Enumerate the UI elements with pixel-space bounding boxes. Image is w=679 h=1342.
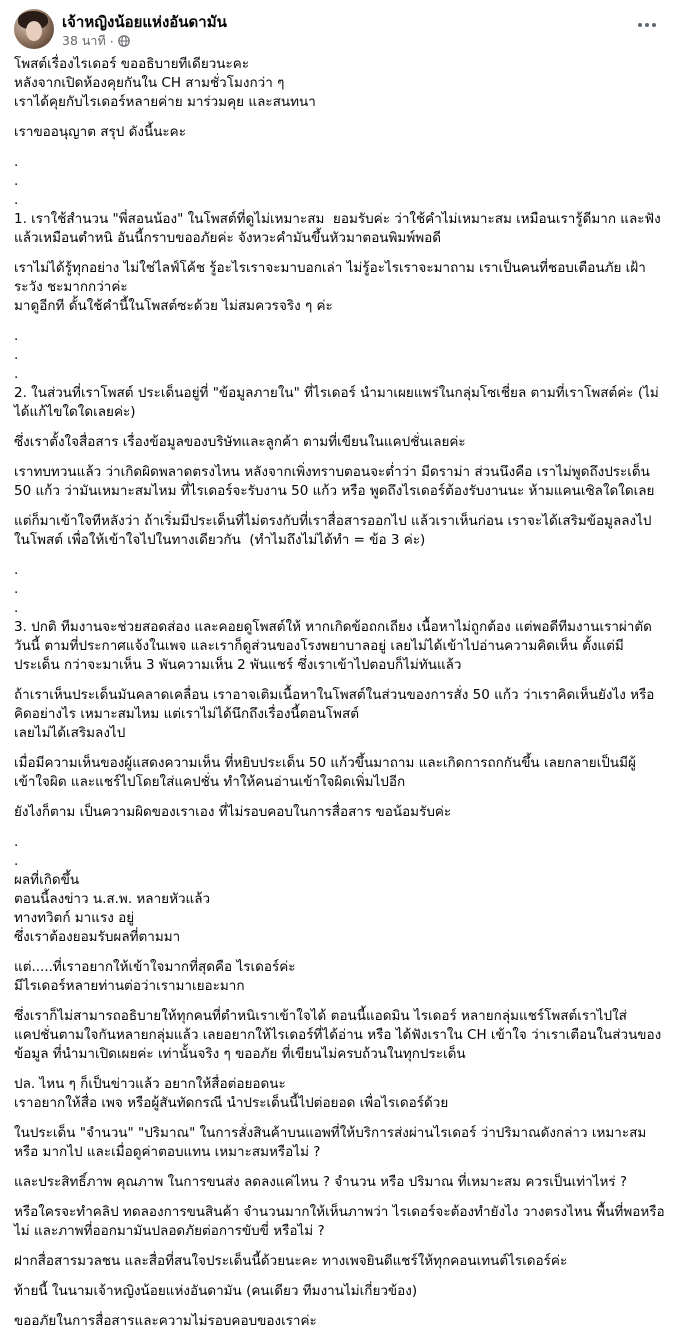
dot-separator: . bbox=[14, 192, 19, 208]
post-paragraph: ซึ่งเราก็ไม่สามารถอธิบายให้ทุกคนที่ตำหนิเราเข้าใจได้ ตอนนี้แอดมิน ไรเดอร์ หลายกลุ่มแชร์โพสต์เราไปใส่แคปชั่นตามใจกันหลายกลุ่มแล้ว เลยอยากให้ไรเดอร์ที่ได้อ่าน หรือ ได้ฟังเราใน CH เข้าใจ ว่าเราเตือนในส่วนของข้อมูล ที่นำมาเปิดเผยค่ะ เท่านั้นจริง ๆ ขออภัย ที่เขียนไม่ครบถ้วนในทุกประเด็น bbox=[14, 1008, 662, 1062]
author-avatar[interactable] bbox=[14, 9, 54, 49]
dot-separator: . bbox=[14, 347, 19, 363]
post-paragraph: เราขออนุญาต สรุป ดังนี้นะคะ bbox=[14, 124, 186, 140]
dot-separator: . bbox=[14, 173, 19, 189]
post-paragraph: เราไม่ได้รู้ทุกอย่าง ไม่ใช่ไลฟ์โค้ช รู้อะไรเราจะมาบอกเล่า ไม่รู้อะไรเราจะมาถาม เราเป็นคนที่ชอบเตือนภัย เฝ้าระวัง ชะมากกว่าค่ะ มาดูอีกที ดั้นใช้คำนี้ในโพสต์ซะด้วย ไม่สมควรจริง ๆ ค่ะ bbox=[14, 260, 646, 314]
post-paragraph: ฝากสื่อสารมวลชน และสื่อที่สนใจประเด็นนี้ด้วยนะคะ ทางเพจยินดีแชร์ให้ทุกคอนเทนต์ไรเดอร์ค่ะ bbox=[14, 1253, 568, 1269]
post-paragraph: 3. ปกติ ทีมงานจะช่วยสอดส่อง และคอยดูโพสต์ให้ หากเกิดข้อถกเถียง เนื้อหาไม่ถูกต้อง แต่พอดีทีมงานเราผ่าตัดวันนี้ ตามที่ประกาศแจ้งในเพจ และเราก็ดูส่วนของโรงพยาบาลอยู่ เลยไม่ได้เข้าไปอ่านความคิดเห็น ตั้งแต่มีประเด็น กว่าจะมาเห็น 3 พันความเห็น 2 พันแชร์ ซึ่งเราเข้าไปตอบก็ไม่ทันแล้ว bbox=[14, 619, 652, 673]
post-paragraph: เมื่อมีความเห็นของผู้แสดงความเห็น ที่หยิบประเด็น 50 แก้วขึ้นมาถาม และเกิดการถกกันขึ้น เลยกลายเป็นมีผู้เข้าใจผิด และแชร์ไปโดยใส่แคปชั่น ทำให้คนอ่านเข้าใจผิดเพิ่มไปอีก bbox=[14, 755, 636, 790]
dot-separator: . bbox=[14, 328, 19, 344]
post-paragraph: ถ้าเราเห็นประเด็นมันคลาดเคลื่อน เราอาจเติมเนื้อหาในโพสต์ในส่วนของการสั่ง 50 แก้ว ว่าเราคิดเห็นยังไง หรือ คิดอย่างไร เหมาะสมไหม แต่เราไม่ได้นึกถึงเรื่องนี้ตอนโพสต์ เลยไม่ได้เสริมลงไป bbox=[14, 687, 655, 741]
post-paragraph: และประสิทธิ์ภาพ คุณภาพ ในการขนส่ง ลดลงแค่ไหน ? จำนวน หรือ ปริมาณ ที่เหมาะสม ควรเป็นเท่าไหร่ ? bbox=[14, 1174, 628, 1190]
post-body bbox=[14, 55, 667, 1342]
post-paragraph: ในประเด็น "จำนวน" "ปริมาณ" ในการสั่งสินค้าบนแอพที่ให้บริการส่งผ่านไรเดอร์ ว่าปริมาณดังกล่าว เหมาะสม หรือ มากไป และเมื่อดูค่าตอบแทน เหมาะสมหรือไม่ ? bbox=[14, 1125, 651, 1160]
dot-separator: . bbox=[14, 366, 19, 382]
dot-separator: . bbox=[14, 834, 19, 850]
post-paragraph: 2. ในส่วนที่เราโพสต์ ประเด็นอยู่ที่ "ข้อมูลภายใน" ที่ไรเดอร์ นำมาเผยแพร่ในกลุ่มโซเชี่ยล ตามที่เราโพสต์ค่ะ (ไม่ได้แก้ไขใดใดเลยค่ะ) bbox=[14, 385, 659, 420]
post-paragraph: 1. เราใช้สำนวน "พี่สอนน้อง" ในโพสต์ที่ดูไม่เหมาะสม ยอมรับค่ะ ว่าใช้คำไม่เหมาะสม เหมือนเรารู้ดีมาก และฟังแล้วเหมือนตำหนิ อันนี้กราบขออภัยค่ะ จังหวะคำมันขึ้นหัวมาตอนพิมพ์พอดี bbox=[14, 211, 661, 246]
dot-separator: . bbox=[14, 600, 19, 616]
post-paragraph: หรือใครจะทำคลิป ทดลองการขนสินค้า จำนวนมากให้เห็นภาพว่า ไรเดอร์จะต้องทำยังไง วางตรงไหน พื้นที่พอหรือไม่ และภาพที่ออกมามันปลอดภัยต่อการขับขี่ หรือไม่ ? bbox=[14, 1204, 665, 1239]
post-meta bbox=[62, 31, 130, 51]
post-paragraph: ปล. ไหน ๆ ก็เป็นข่าวแล้ว อยากให้สื่อต่อยอดนะ เราอยากให้สื่อ เพจ หรือผู้สันทัดกรณี นำประเด็นนี้ไปต่อยอด เพื่อไรเดอร์ด้วย bbox=[14, 1076, 449, 1111]
dot-separator: . bbox=[14, 853, 19, 869]
more-options-icon[interactable] bbox=[631, 13, 663, 37]
post-paragraph: ขออภัยในการสื่อสารและความไม่รอบคอบของเราค่ะ bbox=[14, 1313, 317, 1329]
dot-separator: . bbox=[14, 562, 19, 578]
post-paragraph: ผลที่เกิดขึ้น ตอนนี้ลงข่าว น.ส.พ. หลายหัวแล้ว ทางทวิตก์ มาแรง อยู่ ซึ่งเราต้องยอมรับผลที่ตามมา bbox=[14, 872, 211, 945]
post-paragraph: เราทบทวนแล้ว ว่าเกิดผิดพลาดตรงไหน หลังจากเพิ่งทราบตอนจะต่ำว่า มีดราม่า ส่วนนึงคือ เราไม่พูดถึงประเด็น 50 แก้ว ว่ามันเหมาะสมไหม ที่ไรเดอร์จะรับงาน 50 แก้ว หรือ พูดถึงไรเดอร์ต้องรับงานนะ ห้ามแคนเซิลใดใดเลย bbox=[14, 464, 655, 499]
globe-icon[interactable] bbox=[118, 35, 130, 47]
post-paragraph: แต่.....ที่เราอยากให้เข้าใจมากที่สุดคือ ไรเดอร์ค่ะ มีไรเดอร์หลายท่านต่อว่าเรามาเยอะมาก bbox=[14, 959, 296, 994]
post-paragraph: ซึ่งเราตั้งใจสื่อสาร เรื่องข้อมูลของบริษัทและลูกค้า ตามที่เขียนในแคปชั่นเลยค่ะ bbox=[14, 434, 466, 450]
meta-separator: · bbox=[109, 33, 114, 49]
post-paragraph: ท้ายนี้ ในนามเจ้าหญิงน้อยแห่งอันดามัน (คนเดียว ทีมงานไม่เกี่ยวข้อง) bbox=[14, 1283, 418, 1299]
post-header bbox=[14, 9, 665, 49]
dot-separator: . bbox=[14, 581, 19, 597]
post-paragraph: แต่ก็มาเข้าใจทีหลังว่า ถ้าเริ่มมีประเด็นที่ไม่ตรงกับที่เราสื่อสารออกไป แล้วเราเห็นก่อน เราจะได้เสริมข้อมูลลงไปในโพสต์ เพื่อให้เข้าใจไปในทางเดียวกัน (ทำไมถึงไม่ได้ทำ = ข้อ 3 ค่ะ) bbox=[14, 513, 652, 548]
post-paragraph: ยังไงก็ตาม เป็นความผิดของเราเอง ที่ไม่รอบคอบในการสื่อสาร ขอน้อมรับค่ะ bbox=[14, 804, 452, 820]
author-name[interactable]: เจ้าหญิงน้อยแห่งอันดามัน bbox=[62, 14, 227, 31]
post-paragraph: โพสต์เรื่องไรเดอร์ ขออธิบายทีเดียวนะคะ หลังจากเปิดห้องคุยกันใน CH สามชั่วโมงกว่า ๆ เราได้คุยกับไรเดอร์หลายค่าย มาร่วมคุย และสนทนา bbox=[14, 56, 316, 110]
dot-separator: . bbox=[14, 154, 19, 170]
post-timestamp[interactable]: 38 นาที bbox=[62, 33, 106, 48]
